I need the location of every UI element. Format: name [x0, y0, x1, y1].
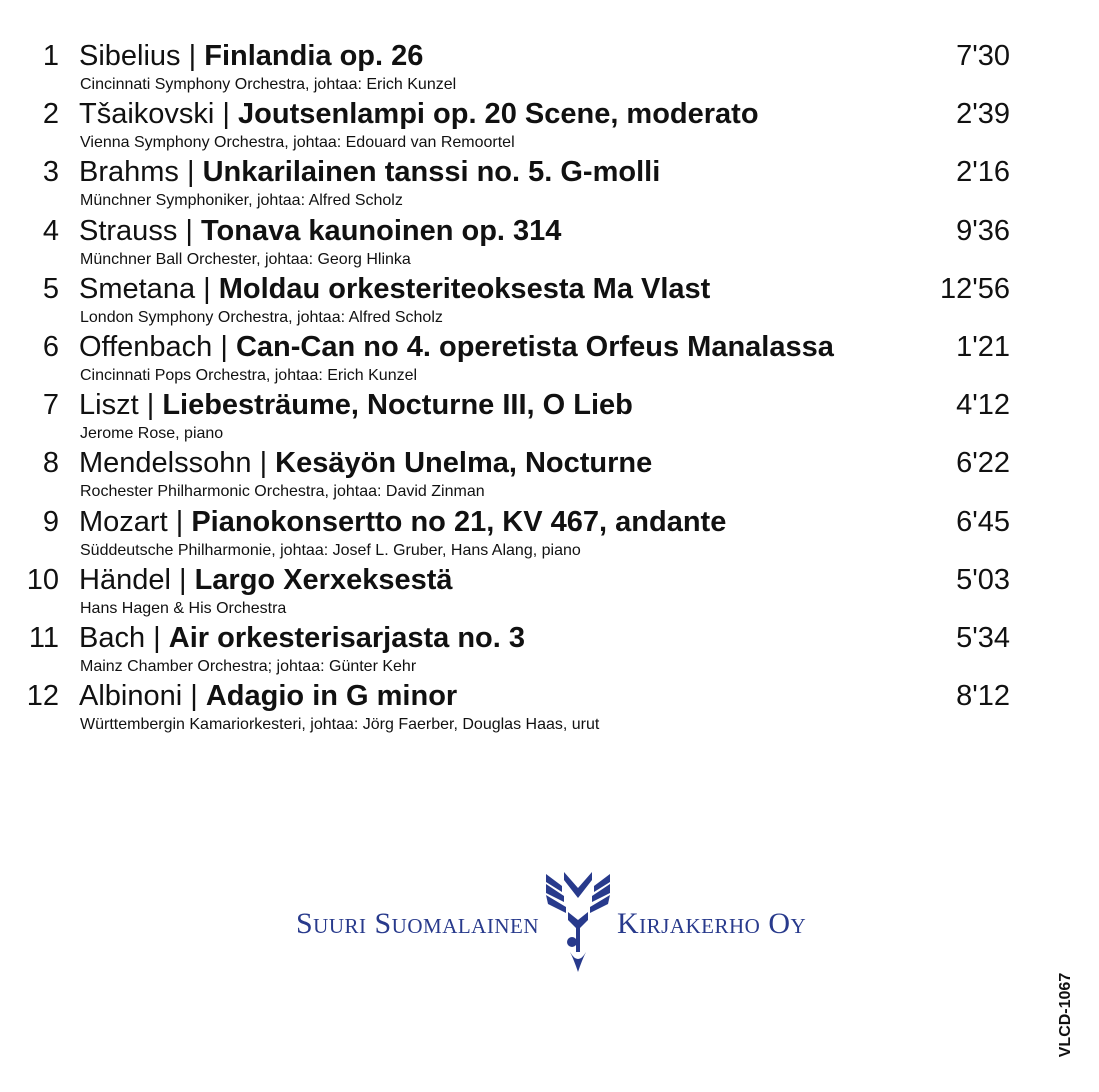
- track-duration: 9'36: [956, 214, 1010, 247]
- track-number: 11: [28, 621, 59, 654]
- track-performer: Münchner Symphoniker, johtaa: Alfred Scholz: [80, 192, 403, 210]
- track-performer: Mainz Chamber Orchestra; johtaa: Günter Kehr: [80, 657, 417, 675]
- track-work: Finlandia op. 26: [204, 40, 424, 72]
- track-number: 4: [42, 214, 59, 247]
- track-composer: Brahms: [79, 156, 179, 189]
- track-performer: Süddeutsche Philharmonie, johtaa: Josef L. Gruber, Hans Alang, piano: [80, 541, 581, 559]
- track-performer: Rochester Philharmonic Orchestra, johtaa: David Zinman: [80, 483, 485, 501]
- track-performer: Vienna Symphony Orchestra, johtaa: Edouard van Remoortel: [80, 134, 515, 152]
- track-composer: Bach: [79, 621, 146, 654]
- track-work: Tonava kaunoinen op. 314: [201, 214, 562, 247]
- track-duration: 4'12: [956, 389, 1010, 422]
- track-duration: 2'39: [956, 98, 1010, 131]
- title-separator: |: [178, 563, 187, 596]
- track-number: 6: [42, 330, 59, 363]
- track-duration: 1'21: [956, 330, 1010, 363]
- track-title: [79, 270, 710, 308]
- track-title: [79, 153, 660, 191]
- track-row: [0, 328, 1099, 386]
- track-work: Unkarilainen tanssi no. 5. G-molli: [202, 156, 661, 189]
- track-work: Moldau orkesteriteoksesta Ma Vlast: [218, 272, 711, 305]
- track-performer: Hans Hagen & His Orchestra: [80, 599, 287, 617]
- track-number: 7: [42, 389, 59, 422]
- track-row: [0, 153, 1099, 211]
- track-row: [0, 444, 1099, 502]
- publisher-logo: [0, 868, 1099, 978]
- book-bird-logo-icon: [540, 868, 616, 972]
- track-title: [79, 677, 457, 715]
- track-number: 12: [26, 680, 59, 713]
- track-performer: London Symphony Orchestra, johtaa: Alfred Scholz: [80, 308, 443, 326]
- track-number: 1: [42, 40, 59, 72]
- publisher-name-right: Kirjakerho Oy: [617, 907, 807, 940]
- track-duration: 6'22: [956, 447, 1010, 480]
- title-separator: |: [185, 214, 193, 247]
- track-row: [0, 561, 1099, 619]
- track-number: 5: [42, 272, 59, 305]
- track-title: [79, 503, 726, 541]
- track-duration: 12'56: [939, 272, 1010, 305]
- title-separator: |: [220, 330, 228, 363]
- track-row: [0, 95, 1099, 153]
- track-composer: Mozart: [79, 505, 168, 538]
- title-separator: |: [175, 505, 184, 538]
- track-composer: Albinoni: [79, 680, 183, 713]
- track-row: [0, 677, 1099, 735]
- track-number: 8: [42, 447, 59, 480]
- track-work: Adagio in G minor: [205, 680, 458, 713]
- track-row: [0, 37, 1099, 95]
- track-duration: 5'34: [956, 621, 1010, 654]
- track-work: Kesäyön Unelma, Nocturne: [275, 447, 653, 480]
- track-number: 3: [42, 156, 59, 189]
- tracklist: [0, 37, 1099, 735]
- track-composer: Strauss: [79, 214, 178, 247]
- catalog-number: VLCD-1067: [1057, 972, 1074, 1058]
- title-separator: |: [188, 40, 197, 72]
- track-duration: 7'30: [956, 40, 1010, 72]
- track-row: [0, 386, 1099, 444]
- track-work: Liebesträume, Nocturne III, O Lieb: [162, 389, 633, 422]
- title-separator: |: [146, 389, 155, 422]
- track-row: [0, 270, 1099, 328]
- track-performer: Cincinnati Pops Orchestra, johtaa: Erich Kunzel: [80, 366, 418, 384]
- track-title: [79, 444, 652, 482]
- track-number: 2: [42, 98, 59, 131]
- track-number: 9: [42, 505, 59, 538]
- track-composer: Mendelssohn: [79, 447, 252, 480]
- publisher-name-left: Suuri Suomalainen: [295, 907, 539, 940]
- track-number: 10: [26, 563, 59, 596]
- track-performer: Württembergin Kamariorkesteri, johtaa: Jörg Faerber, Douglas Haas, urut: [80, 716, 600, 734]
- track-title: [79, 212, 561, 250]
- track-composer: Sibelius: [79, 40, 181, 72]
- track-row: [0, 619, 1099, 677]
- title-separator: |: [203, 272, 211, 305]
- title-separator: |: [190, 680, 198, 713]
- track-row: [0, 212, 1099, 270]
- track-work: Joutsenlampi op. 20 Scene, moderato: [238, 98, 759, 131]
- track-performer: Cincinnati Symphony Orchestra, johtaa: Erich Kunzel: [80, 76, 457, 93]
- track-row: [0, 503, 1099, 561]
- track-performer: Münchner Ball Orchester, johtaa: Georg Hlinka: [80, 250, 411, 268]
- track-title: [79, 561, 453, 599]
- track-composer: Liszt: [79, 389, 139, 422]
- track-work: Can-Can no 4. operetista Orfeus Manalassa: [235, 330, 834, 363]
- track-composer: Händel: [79, 563, 171, 596]
- track-duration: 5'03: [956, 563, 1010, 596]
- track-work: Pianokonsertto no 21, KV 467, andante: [191, 505, 727, 538]
- track-duration: 8'12: [956, 680, 1010, 713]
- track-title: [79, 619, 525, 657]
- track-title: [79, 95, 759, 133]
- track-composer: Offenbach: [79, 330, 213, 363]
- track-composer: Smetana: [79, 272, 196, 305]
- title-separator: |: [186, 156, 195, 189]
- title-separator: |: [153, 621, 161, 654]
- track-title: [79, 328, 834, 366]
- title-separator: |: [222, 98, 230, 131]
- track-duration: 6'45: [956, 505, 1010, 538]
- track-title: [79, 386, 633, 424]
- track-duration: 2'16: [956, 156, 1010, 189]
- title-separator: |: [259, 447, 268, 480]
- track-work: Largo Xerxeksestä: [194, 563, 453, 596]
- track-performer: Jerome Rose, piano: [80, 425, 224, 443]
- track-composer: Tšaikovski: [79, 98, 215, 131]
- track-work: Air orkesterisarjasta no. 3: [168, 621, 526, 654]
- track-title: [79, 37, 423, 75]
